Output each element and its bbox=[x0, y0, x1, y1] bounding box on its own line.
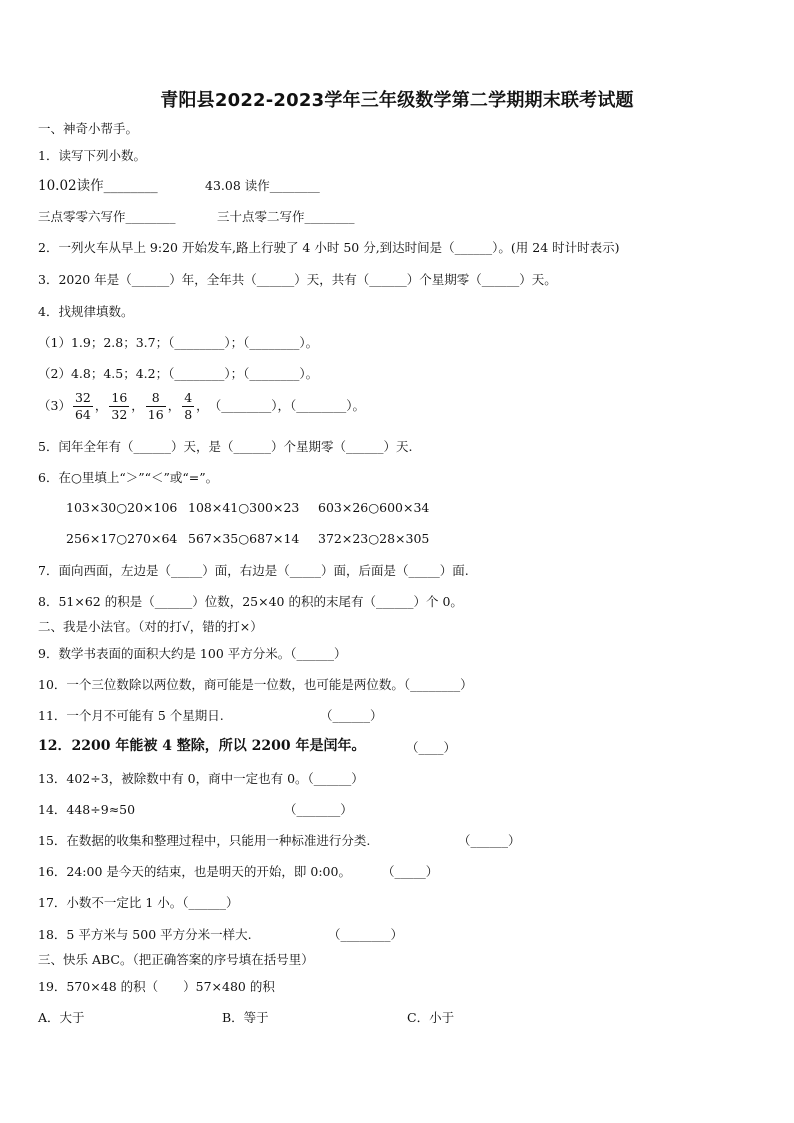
question-4-2: （2）4.8；4.5；4.2；（________）；（________）。 bbox=[38, 366, 319, 381]
question-3: 3．2020 年是（______）年，全年共（______）天，共有（______）个星期零（______）天。 bbox=[38, 272, 557, 287]
question-4-3-suffix: （________），（________）。 bbox=[208, 398, 365, 413]
question-5: 5．闰年全年有（______）天，是（______）个星期零（______）天. bbox=[38, 439, 413, 454]
question-9: 9．数学书表面的面积大约是 100 平方分米。（______） bbox=[38, 646, 347, 661]
compare-item: 567×35○687×14 bbox=[188, 531, 300, 546]
page-title: 青阳县2022-2023学年三年级数学第二学期期末联考试题 bbox=[160, 90, 634, 111]
fraction bbox=[146, 390, 166, 423]
question-11: 11．一个月不可能有 5 个星期日. bbox=[38, 708, 224, 723]
question-16: 16．24:00 是今天的结束，也是明天的开始，即 0:00。 bbox=[38, 864, 351, 879]
question-2: 2．一列火车从早上 9:20 开始发车,路上行驶了 4 小时 50 分,到达时间是（______）。(用 24 时计时表示) bbox=[38, 240, 620, 255]
answer-blank: （______） bbox=[458, 833, 521, 848]
section-3-heading: 三、快乐 ABC。（把正确答案的序号填在括号里） bbox=[38, 952, 314, 967]
fraction bbox=[73, 390, 93, 423]
question-1-a: 10.02读作________ bbox=[38, 178, 158, 194]
question-1-c: 三点零零六写作________ bbox=[38, 209, 176, 224]
separator: ， bbox=[196, 398, 209, 413]
question-6: 6．在○里填上“＞”“＜”或“=”。 bbox=[38, 470, 219, 485]
option-b: B．等于 bbox=[222, 1010, 269, 1025]
fraction bbox=[109, 390, 129, 423]
question-4: 4．找规律填数。 bbox=[38, 304, 134, 319]
question-12: 12．2200 年能被 4 整除，所以 2200 年是闰年。 bbox=[38, 738, 366, 754]
question-4-3-prefix: （3） bbox=[38, 398, 71, 413]
fraction-numerator: 8 bbox=[146, 390, 166, 407]
answer-blank: （____） bbox=[406, 740, 457, 755]
question-1-d: 三十点零二写作________ bbox=[217, 209, 355, 224]
question-17: 17．小数不一定比 1 小。（______） bbox=[38, 895, 239, 910]
question-18: 18．5 平方米与 500 平方分米一样大. bbox=[38, 927, 252, 942]
question-1: 1．读写下列小数。 bbox=[38, 148, 146, 163]
question-10: 10．一个三位数除以两位数，商可能是一位数，也可能是两位数。（________） bbox=[38, 677, 473, 692]
question-13: 13．402÷3，被除数中有 0，商中一定也有 0。（______） bbox=[38, 771, 364, 786]
separator: ， bbox=[131, 398, 144, 413]
compare-item: 103×30○20×106 bbox=[66, 500, 178, 515]
answer-blank: （_______） bbox=[284, 802, 353, 817]
question-15: 15．在数据的收集和整理过程中，只能用一种标准进行分类. bbox=[38, 833, 371, 848]
option-a: A．大于 bbox=[38, 1010, 85, 1025]
answer-blank: （______） bbox=[320, 708, 383, 723]
answer-blank: （_____） bbox=[382, 864, 439, 879]
separator: ， bbox=[167, 398, 181, 413]
fraction-denominator: 64 bbox=[74, 407, 91, 422]
compare-item: 372×23○28×305 bbox=[318, 531, 430, 546]
question-4-3 bbox=[38, 389, 365, 423]
fraction-numerator: 4 bbox=[184, 390, 193, 405]
fraction-numerator: 32 bbox=[74, 390, 91, 405]
compare-item: 108×41○300×23 bbox=[188, 500, 300, 515]
separator: ， bbox=[94, 398, 108, 413]
fraction bbox=[182, 390, 194, 423]
fraction-denominator: 32 bbox=[111, 407, 128, 422]
option-c: C．小于 bbox=[407, 1010, 455, 1025]
fraction-denominator: 16 bbox=[147, 407, 164, 422]
question-14: 14．448÷9≈50 bbox=[38, 802, 136, 817]
question-19: 19．570×48 的积（ ）57×480 的积 bbox=[38, 979, 275, 994]
compare-item: 603×26○600×34 bbox=[318, 500, 430, 515]
section-1-heading: 一、神奇小帮手。 bbox=[38, 121, 139, 136]
section-2-heading: 二、我是小法官。（对的打√，错的打×） bbox=[38, 619, 263, 634]
question-4-1: （1）1.9；2.8；3.7；（________）；（________）。 bbox=[38, 335, 319, 350]
fraction-numerator: 16 bbox=[111, 390, 128, 405]
compare-item: 256×17○270×64 bbox=[66, 531, 178, 546]
fraction-denominator: 8 bbox=[184, 407, 193, 422]
question-1-b: 43.08 读作________ bbox=[205, 178, 320, 193]
question-8: 8．51×62 的积是（______）位数，25×40 的积的末尾有（______）个 0。 bbox=[38, 594, 463, 609]
question-7: 7．面向西面，左边是（_____）面，右边是（_____）面，后面是（_____）面. bbox=[38, 563, 469, 578]
answer-blank: （________） bbox=[328, 927, 404, 942]
